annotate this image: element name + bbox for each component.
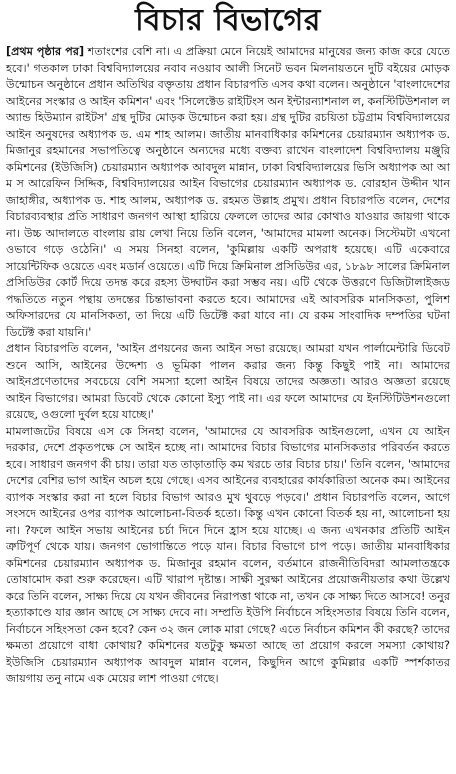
article-paragraph: [6, 44, 450, 341]
headline: বিচার বিভাগের: [135, 3, 321, 38]
article-paragraph: মামলাজটের বিষয়ে এস কে সিনহা বলেন, 'আমাদের যে আবসরিক আইনগুলো, এখন যে আইন দরকার, দেশে প্রকৃতপক্ষে সে আইন হচ্ছে না। আমাদের বিচার বিভাগের মানসিকতার পরিবর্তন করতে হবে। সাধারণ জনগণ কী চায়। তারা যত তাড়াতাড়ি কম খরচে তার বিচার চায়।' তিনি বলেন, 'আমাদের দেশের বেশির ভাগ আইন অচল হয়ে গেছে। এসব আইনের ব্যবহারের কার্যকারিতা অনেক কম। আইনের ব্যাপক সংস্কার করা না হলে বিচার বিভাগ আরও মুখ থুবড়ে পড়বে।' প্রধান বিচারপতি বলেন, আগে সংসদে আইনের ওপর ব্যাপক আলোচনা-বিতর্ক হতো। কিন্তু এখন কোনো বিতর্ক হয় না, আলোচনা হয় না। ?ফলে আইন সভায় আইনের চর্চা দিনে দিনে হ্রাস হয়ে যাচ্ছে। এ জন্য এখনকার প্রতিটি আইন ত্রুটিপূর্ণ থেকে যায়। জনগণ ভোগান্তিতে পড়ে যান। বিচার বিভাগে চাপ পড়ে। জাতীয় মানবাধিকার কমিশনের চেয়ারম্যান অধ্যাপক ড. মিজানুর রহমান বলেন, বর্তমানে রাজনীতিবিদরা আমলাতন্ত্রকে তোষামোদ করা শুরু করেছেন। এটি খারাপ দৃষ্টান্ত। সাক্ষী সুরক্ষা আইনের প্রয়োজনীয়তার কথা উল্লেখ করে তিনি বলেন, সাক্ষ্য দিয়ে যে যখন জীবনের নিরাপত্তা থাকে না, তখন কে সাক্ষ্য দিতে আসবে! তনুর হত্যাকাণ্ডে যার জ্ঞান আছে সে সাক্ষ্য দেবে না। সম্প্রতি ইউপি নির্বাচনে সহিংসতার বিষয়ে তিনি বলেন, নির্বাচনে সহিংসতা কেন হবে? কেন ৩২ জন লোক মারা গেছে? এতে নির্বাচন কমিশন কী করছে? তাদের ক্ষমতা প্রয়োগে বাধা কোথায়? কমিশনের যতটুকু ক্ষমতা আছে তা প্রয়োগ করলে সমস্যা কোথায়? ইউজিসি চেয়ারম্যান অধ্যাপক আবদুল মান্নান বলেন, কিছুদিন আগে কুমিল্লার একটি স্পর্শকাতর জায়গায় তনু নামে এক মেয়ের লাশ পাওয়া গেছে।: [6, 424, 450, 685]
article-paragraph: প্রধান বিচারপতি বলেন, 'আইন প্রণয়নের জন্য আইন সভা রয়েছে। আমরা যখন পার্লামেন্টারি ডিবেট শুনে আসি, আইনের উদ্দেশ্য ও ভূমিকা পালন করার জন্য কিন্তু কিছুই পাই না। আমাদের আইনপ্রণেতাদের সবচেয়ে বেশি সমস্যা হলো আইন বিষয়ে তাদের অজ্ঞতা। আরও অজ্ঞতা রয়েছে আইন বিভাগের। আমরা ডিবেট থেকে কোনো ইস্যু পাই না। এর ফলে আমাদের যে ইনস্টিটিউশনগুলো রয়েছে, ওগুলো দুর্বল হয়ে যাচ্ছে।': [6, 342, 450, 421]
continuation-label: [প্রথম পৃষ্ঠার পর]: [6, 45, 85, 58]
article-body: [6, 44, 450, 688]
paragraph-text: শতাংশের বেশি না। এ প্রক্রিয়া মেনে নিয়েই আমাদের মানুষের জন্য কাজ করে যেতে হবে।' গতকাল ঢাকা বিশ্ববিদ্যালয়ের নবাব নওয়াব আলী সিনেট ভবন মিলনায়তনে দুটি বইয়ের মোড়ক উন্মোচন অনুষ্ঠানে প্রধান অতিথির বক্তৃতায় প্রধান বিচারপতি এসব কথা বলেন। অনুষ্ঠানে 'বাংলাদেশের আইনের সংস্কার ও আইন কমিশন' এবং 'সিলেক্টেড রাইটিংস অন ইন্টারন্যাশনাল ল, কনস্টিটিউশনাল ল অ্যান্ড হিউম্যান রাইটস' গ্রন্থ দুটির মোড়ক উন্মোচন করা হয়। গ্রন্থ দুটির রচয়িতা চট্টগ্রাম বিশ্ববিদ্যালয়ের আইন অনুষদের অধ্যাপক ড. এম শাহ আলম। জাতীয় মানবাধিকার কমিশনের চেয়ারম্যান অধ্যাপক ড. মিজানুর রহমানের সভাপতিত্বে অনুষ্ঠানে অন্যদের মধ্যে বক্তব্য রাখেন বাংলাদেশ বিশ্ববিদ্যালয় মঞ্জুরি কমিশনের (ইউজিসি) চেয়ারম্যান অধ্যাপক আবদুল মান্নান, ঢাকা বিশ্ববিদ্যালয়ের ভিসি অধ্যাপক আ আ ম স আরেফিন সিদ্দিক, বিশ্ববিদ্যালয়ের আইন বিভাগের চেয়ারম্যান অধ্যাপক ড. বোরহান উদ্দীন খান জাহাঙ্গীর, অধ্যাপক ড. শাহ আলম, অধ্যাপক ড. রহমত উল্লাহ প্রমুখ। প্রধান বিচারপতি বলেন, দেশের বিচারব্যবস্থার প্রতি সাধারণ জনগণ আস্থা হারিয়ে ফেললে তাদের আর কোথাও যাওয়ার জায়গা থাকে না। উচ্চ আদালতে বাংলায় রায় লেখা নিয়ে তিনি বলেন, 'আমাদের মামলা অনেক। সিস্টেমটা এখনো ওভাবে গড়ে ওঠেনি।' এ সময় সিনহা বলেন, 'কুমিল্লায় একটি অপরাধ হয়েছে। এটি একেবারে সায়েন্টিফিক ওয়েতে এবং মডার্ন ওয়েতে। এটি দিয়ে ক্রিমিনাল প্রসিডিউর এর, ১৮৯৮ সালের ক্রিমিনাল প্রসিডিউর কোর্ট দিয়ে তদন্ত করে রহস্য উদ্ঘাটন করা সম্ভব নয়। এটি থেকে উত্তরণে ডিজিটালাইজড পদ্ধতিতে নতুন পন্থায় তদন্তের চিন্তাভাবনা করতে হবে। আমাদের এই আবসরিক মানসিকতা, পুলিশ অফিসারদের যে মানসিকতা, তা দিয়ে এটি ডিটেক্ট করা যাবে না। যে রকম সাংবাদিক দম্পতির ঘটনা ডিটেক্ট করা যায়নি।': [6, 45, 451, 339]
